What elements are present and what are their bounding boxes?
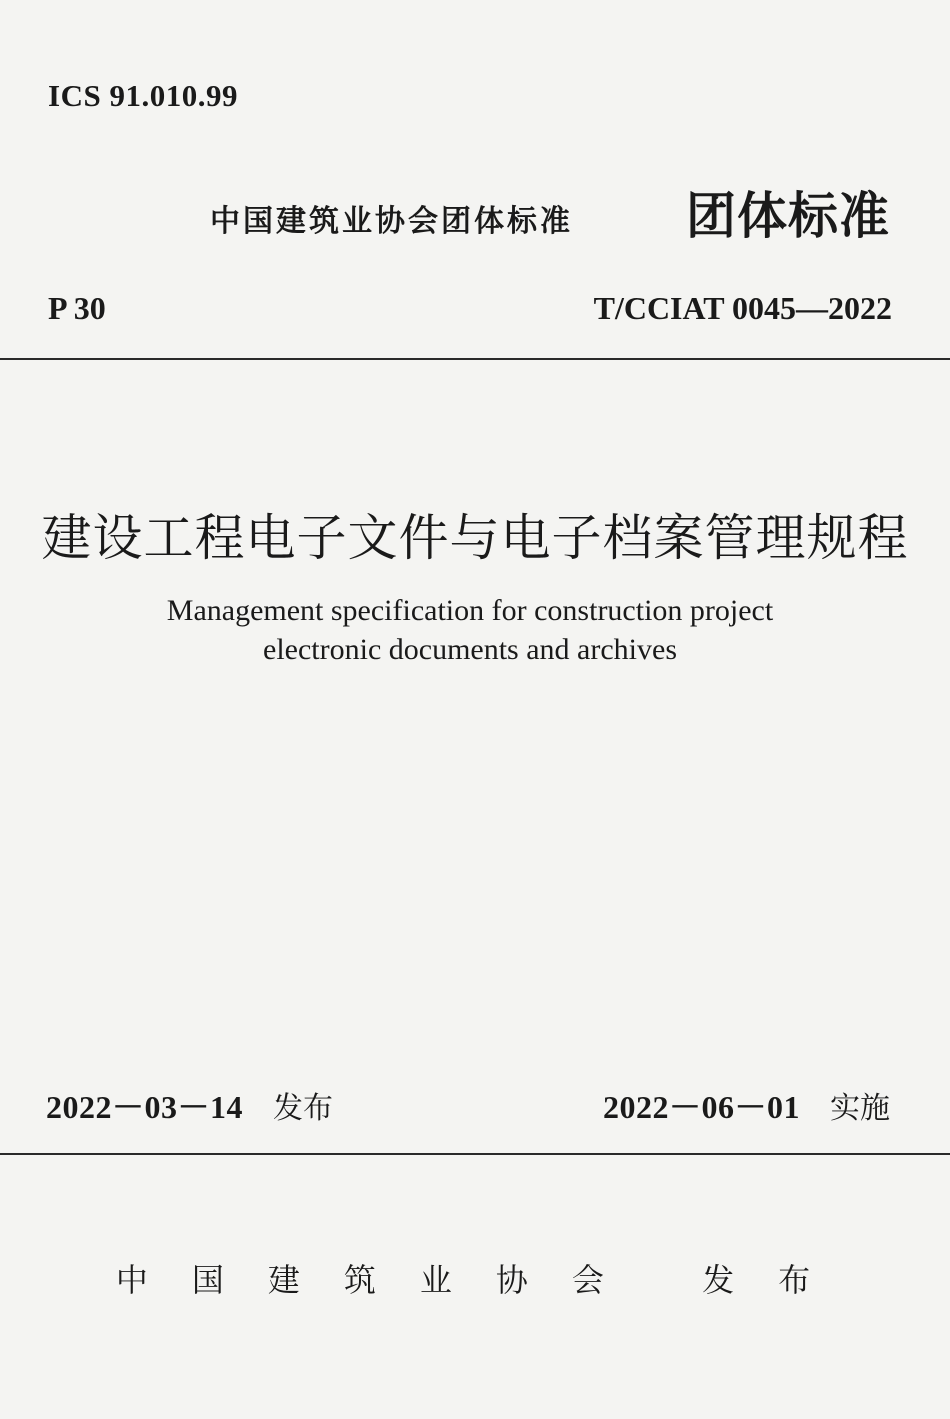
header-divider (0, 358, 950, 360)
title-english-line2: electronic documents and archives (263, 633, 677, 666)
title-english-line1: Management specification for construction project (166, 594, 774, 627)
publisher: 中国建筑业协会 发布 (115, 1261, 855, 1299)
implementation-date-block (603, 1082, 890, 1128)
issue-label: 发布 (273, 1091, 334, 1126)
group-standard-label: 团体标准 (686, 187, 890, 245)
issue-date-block (46, 1082, 333, 1128)
implementation-date: 2022－06－01 (602, 1089, 800, 1125)
classification-code: P 30 (48, 290, 106, 326)
footer-divider (0, 1153, 950, 1155)
association-standard-label: 中国建筑业协会团体标准 (210, 204, 573, 239)
implementation-label: 实施 (830, 1091, 890, 1126)
title-chinese: 建设工程电子文件与电子档案管理规程 (41, 509, 909, 567)
issue-date: 2022－03－14 (46, 1089, 244, 1125)
standard-number: T/CCIAT 0045—2022 (593, 290, 892, 326)
ics-code: ICS 91.010.99 (48, 78, 238, 113)
